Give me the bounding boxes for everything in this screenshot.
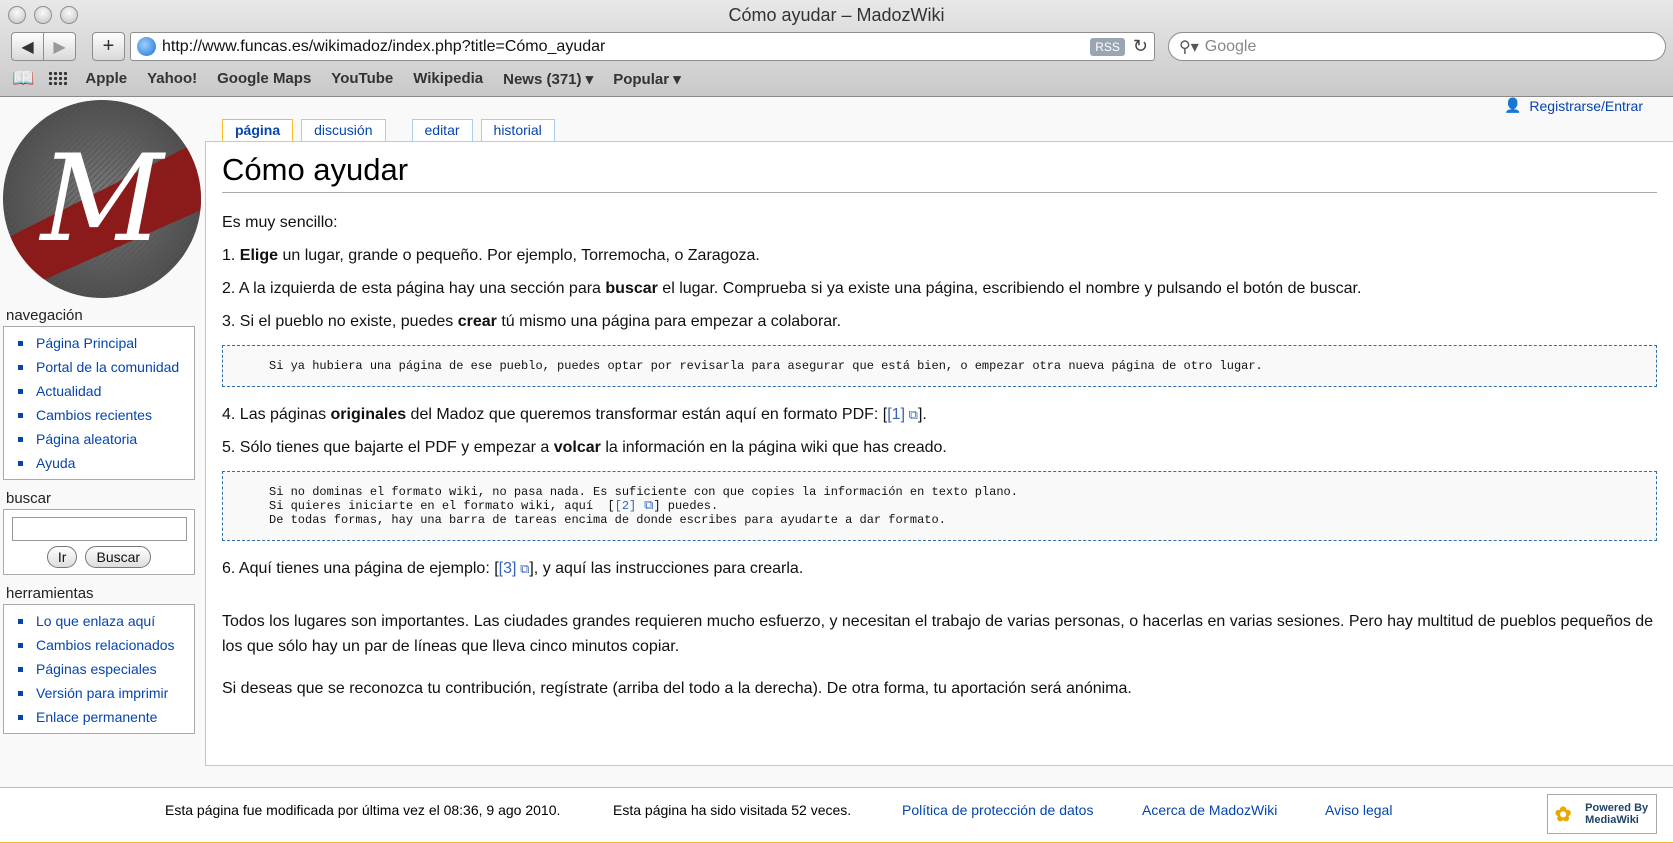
step-3: 3. Si el pueblo no existe, puedes crear tú mismo una página para empezar a colaborar. [222,313,842,330]
step-5: 5. Sólo tienes que bajarte el PDF y empezar a volcar la información en la página wiki que has creado. [222,439,947,456]
plus-icon: + [102,35,115,57]
bookmark-apple[interactable]: Apple [85,70,128,87]
search-title: buscar [6,490,52,507]
user-icon: 👤 [1503,97,1522,113]
note-block-2: Si no dominas el formato wiki, no pasa nada. Es suficiente con que copies la información en texto plano. Si quieres iniciarte en el formato wiki, aquí [[2] ⧉ ] puedes. De todas formas, hay una barra de tareas encima de donde escribes para ayudarte a dar formato. [222,471,1657,541]
sidebar-item-whatlinkshere[interactable]: Lo que enlaza aquí [4,609,194,633]
search-portlet [0,490,200,575]
nav-title: navegación [6,307,83,324]
sidebar-item-permalink[interactable]: Enlace permanente [4,705,194,729]
step-1: 1. Elige un lugar, grande o pequeño. Por ejemplo, Torremocha, o Zaragoza. [222,247,760,264]
page-tabs [222,119,563,141]
forward-arrow-icon: ▶ [53,38,66,56]
tab-page[interactable]: página [222,119,293,141]
step-4: 4. Las páginas originales del Madoz que queremos transformar están aquí en formato PDF: [[1] ⧉ ]. [222,405,1657,425]
browser-chrome [0,0,1673,97]
sidebar-item-news[interactable]: Actualidad [4,379,194,403]
rss-button[interactable]: RSS [1090,38,1125,56]
go-button[interactable]: Ir [47,546,78,568]
back-button[interactable] [11,32,44,61]
page-title: Cómo ayudar [222,152,1657,193]
search-icon: ⚲▾ [1179,38,1199,56]
step-2: 2. A la izquierda de esta página hay una sección para buscar el lugar. Comprueba si ya existe una página, escribiendo el nombre y pulsando el botón de buscar. [222,280,1362,297]
url-text[interactable]: http://www.funcas.es/wikimadoz/index.php?title=Cómo_ayudar [162,37,606,55]
bookmark-google-maps[interactable]: Google Maps [217,70,312,87]
address-bar[interactable] [130,32,1155,61]
view-count: Esta página ha sido visitada 52 veces. [613,802,852,818]
intro-text: Es muy sencillo: [222,214,338,231]
grid-icon[interactable] [48,71,67,86]
sidebar-item-printable[interactable]: Versión para imprimir [4,681,194,705]
sidebar-item-special-pages[interactable]: Páginas especiales [4,657,194,681]
sidebar-item-community[interactable]: Portal de la comunidad [4,355,194,379]
logo-letter: M [40,130,164,269]
madozwiki-logo[interactable] [3,100,201,298]
bookmark-popular[interactable]: Popular ▾ [613,70,681,88]
tab-discussion[interactable]: discusión [301,119,385,141]
add-bookmark-button[interactable] [92,32,125,61]
step-6: 6. Aquí tienes una página de ejemplo: [[3] ⧉ ], y aquí las instrucciones para crearla. [222,559,1657,579]
footer [0,787,1673,843]
paragraph-register: Si deseas que se reconozca tu contribución, regístrate (arriba del todo a la derecha). De otra forma, tu aportación será anónima. [222,680,1132,697]
login-link[interactable] [1504,97,1643,114]
note-block-1: Si ya hubiera una página de ese pueblo, puedes optar por revisarla para asegurar que está bien, o empezar otra nueva página de otro lugar. [222,345,1657,387]
last-modified: Esta página fue modificada por última vez el 08:36, 9 ago 2010. [165,802,561,818]
wiki-search-input[interactable] [12,517,187,541]
tools-portlet [0,585,200,734]
globe-icon [137,37,156,56]
external-link-3[interactable]: [3] ⧉ [499,560,530,577]
login-label: Registrarse/Entrar [1529,97,1643,114]
sidebar [0,307,200,734]
bookmarks-bar [12,68,701,89]
tab-history[interactable]: historial [481,119,555,141]
bookmark-youtube[interactable]: YouTube [331,70,394,87]
bookmark-wikipedia[interactable]: Wikipedia [413,70,484,87]
paragraph-important: Todos los lugares son importantes. Las ciudades grandes requieren mucho esfuerzo, y necesitan el trabajo de varias personas, o hacerlas en varias sesiones. Pero hay multitud de pueblos pequeños de los que sólo hay un par de líneas que lleva cinco minutos copiar. [222,613,1654,655]
forward-button[interactable] [43,32,76,61]
mediawiki-sunflower-icon: ✿ [1554,803,1572,826]
sidebar-item-help[interactable]: Ayuda [4,451,194,475]
external-link-2[interactable]: [2] ⧉ [615,499,654,513]
about-link[interactable]: Acerca de MadozWiki [1142,802,1278,818]
sidebar-item-random-page[interactable]: Página aleatoria [4,427,194,451]
window-title: Cómo ayudar – MadozWiki [728,5,945,25]
wiki-page [0,97,1673,843]
sidebar-item-main-page[interactable]: Página Principal [4,331,194,355]
article-content [205,141,1673,766]
sidebar-item-related-changes[interactable]: Cambios relacionados [4,633,194,657]
bookmark-yahoo[interactable]: Yahoo! [147,70,198,87]
disclaimer-link[interactable]: Aviso legal [1325,802,1393,818]
back-arrow-icon: ◀ [21,38,34,56]
privacy-link[interactable]: Política de protección de datos [902,802,1094,818]
powered-by-mediawiki-badge[interactable]: ✿ Powered By MediaWiki [1547,794,1657,834]
tab-edit[interactable]: editar [412,119,473,141]
search-field[interactable] [1168,32,1666,61]
reload-icon[interactable]: ↻ [1132,36,1148,56]
nav-portlet [0,307,200,480]
sidebar-item-recent-changes[interactable]: Cambios recientes [4,403,194,427]
search-placeholder: Google [1204,37,1257,55]
open-book-icon[interactable]: 📖 [12,68,35,88]
bookmark-news[interactable]: News (371) ▾ [503,70,594,88]
tools-title: herramientas [6,585,94,602]
search-button[interactable]: Buscar [85,546,151,568]
external-link-1[interactable]: [1] ⧉ [887,406,918,423]
